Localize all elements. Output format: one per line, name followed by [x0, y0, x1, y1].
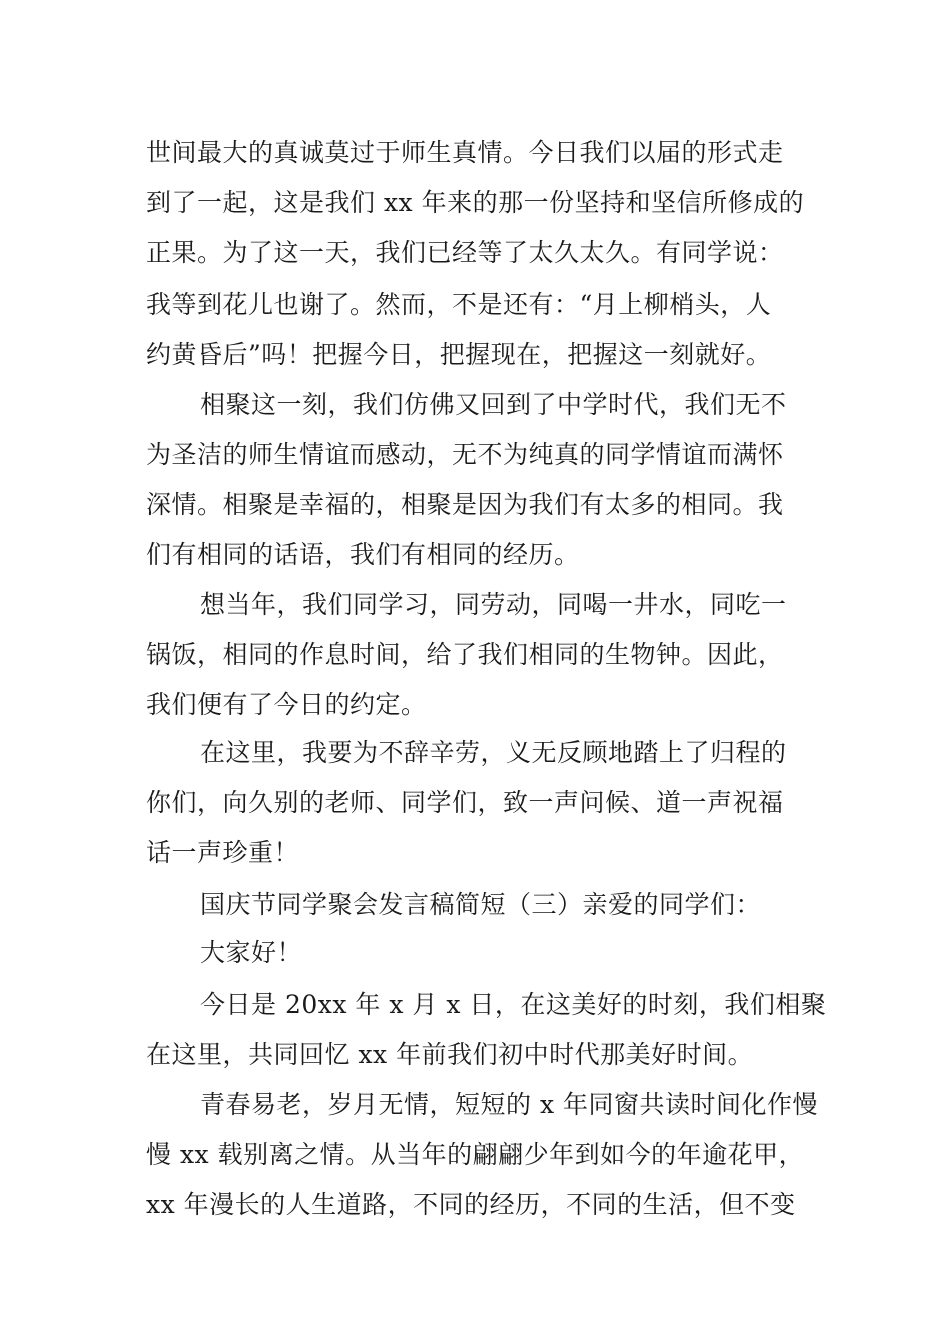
text-line: 们有相同的话语，我们有相同的经历。 — [146, 540, 580, 569]
text-line: 世间最大的真诚莫过于师生真情。今日我们以届的形式走 — [146, 138, 784, 167]
text-line: 深情。相聚是幸福的，相聚是因为我们有太多的相同。我 — [146, 490, 784, 519]
text-line: 我等到花儿也谢了。然而，不是还有：“月上柳梢头，人 — [146, 290, 772, 319]
text-line: 慢 xx 载别离之情。从当年的翩翩少年到如今的年逾花甲， — [146, 1140, 805, 1169]
text-line: 到了一起，这是我们 xx 年来的那一份坚持和坚信所修成的 — [146, 188, 805, 217]
text-line: 正果。为了这一天，我们已经等了太久太久。有同学说： — [146, 238, 784, 267]
text-line: 相聚这一刻，我们仿佛又回到了中学时代，我们无不 — [200, 390, 787, 419]
text-line: 为圣洁的师生情谊而感动，无不为纯真的同学情谊而满怀 — [146, 440, 784, 469]
text-line: 在这里，我要为不辞辛劳，义无反顾地踏上了归程的 — [200, 738, 787, 767]
text-line: 锅饭，相同的作息时间，给了我们相同的生物钟。因此， — [146, 640, 784, 669]
text-line: 想当年，我们同学习，同劳动，同喝一井水，同吃一 — [200, 590, 787, 619]
text-line: 大家好！ — [200, 938, 303, 967]
text-line: 你们，向久别的老师、同学们，致一声问候、道一声祝福 — [146, 788, 784, 817]
text-line: 青春易老，岁月无情，短短的 x 年同窗共读时间化作慢 — [200, 1090, 818, 1119]
text-line: 话一声珍重！ — [146, 838, 300, 867]
text-line: 约黄昏后”吗！把握今日，把握现在，把握这一刻就好。 — [146, 340, 772, 369]
text-line: xx 年漫长的人生道路，不同的经历，不同的生活，但不变 — [146, 1190, 796, 1219]
section-heading: 国庆节同学聚会发言稿简短（三）亲爱的同学们： — [200, 890, 762, 919]
text-line: 在这里，共同回忆 xx 年前我们初中时代那美好时间。 — [146, 1040, 754, 1069]
text-line: 今日是 20xx 年 x 月 x 日，在这美好的时刻，我们相聚 — [200, 990, 827, 1019]
text-line: 我们便有了今日的约定。 — [146, 690, 427, 719]
